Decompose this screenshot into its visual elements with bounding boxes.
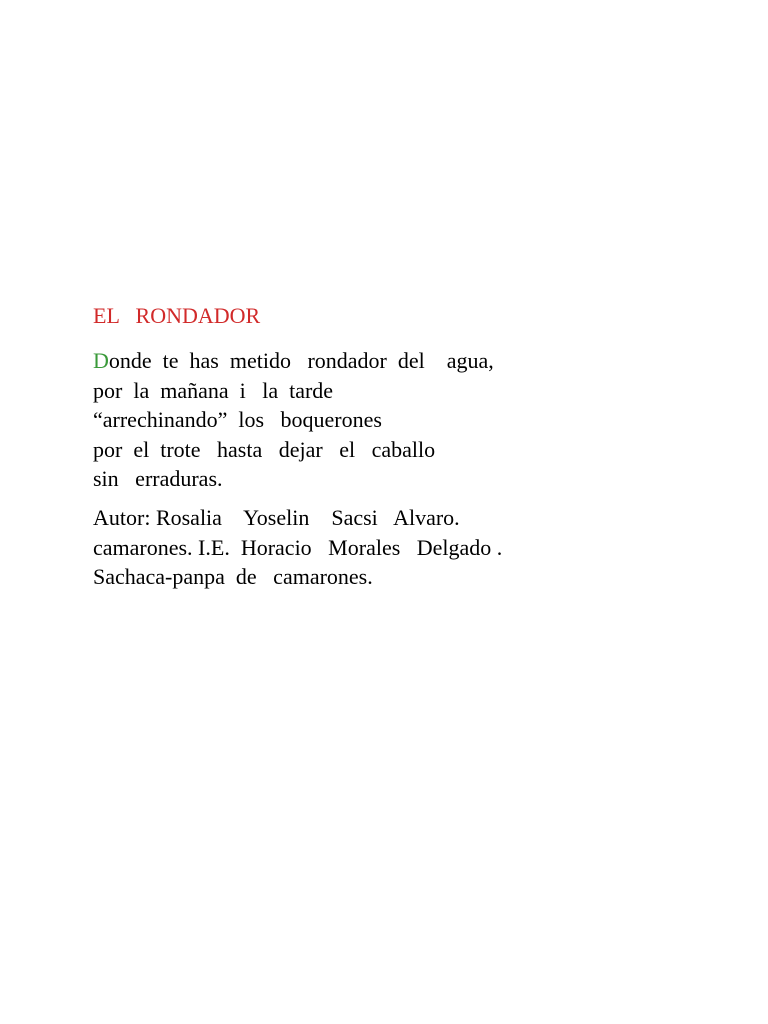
poem-line (93, 346, 494, 376)
author-line: Autor: Rosalia Yoselin Sacsi Alvaro. (93, 505, 460, 530)
poem-line: sin erraduras. (93, 466, 223, 491)
author-block (93, 503, 502, 592)
poem-line: por la mañana i la tarde (93, 377, 334, 403)
poem-line: “arrechinando” los boquerones (93, 407, 382, 432)
poem-line: por el trote hasta dejar el caballo (93, 436, 436, 462)
poem-line-text: onde te has metido rondador del agua, (108, 348, 494, 373)
author-line: Sachaca-panpa de camarones. (93, 564, 373, 589)
drop-initial: D (93, 348, 109, 373)
poem-title: EL RONDADOR (93, 303, 261, 328)
poem-body (93, 346, 494, 494)
author-line: camarones. I.E. Horacio Morales Delgado . (93, 534, 503, 560)
